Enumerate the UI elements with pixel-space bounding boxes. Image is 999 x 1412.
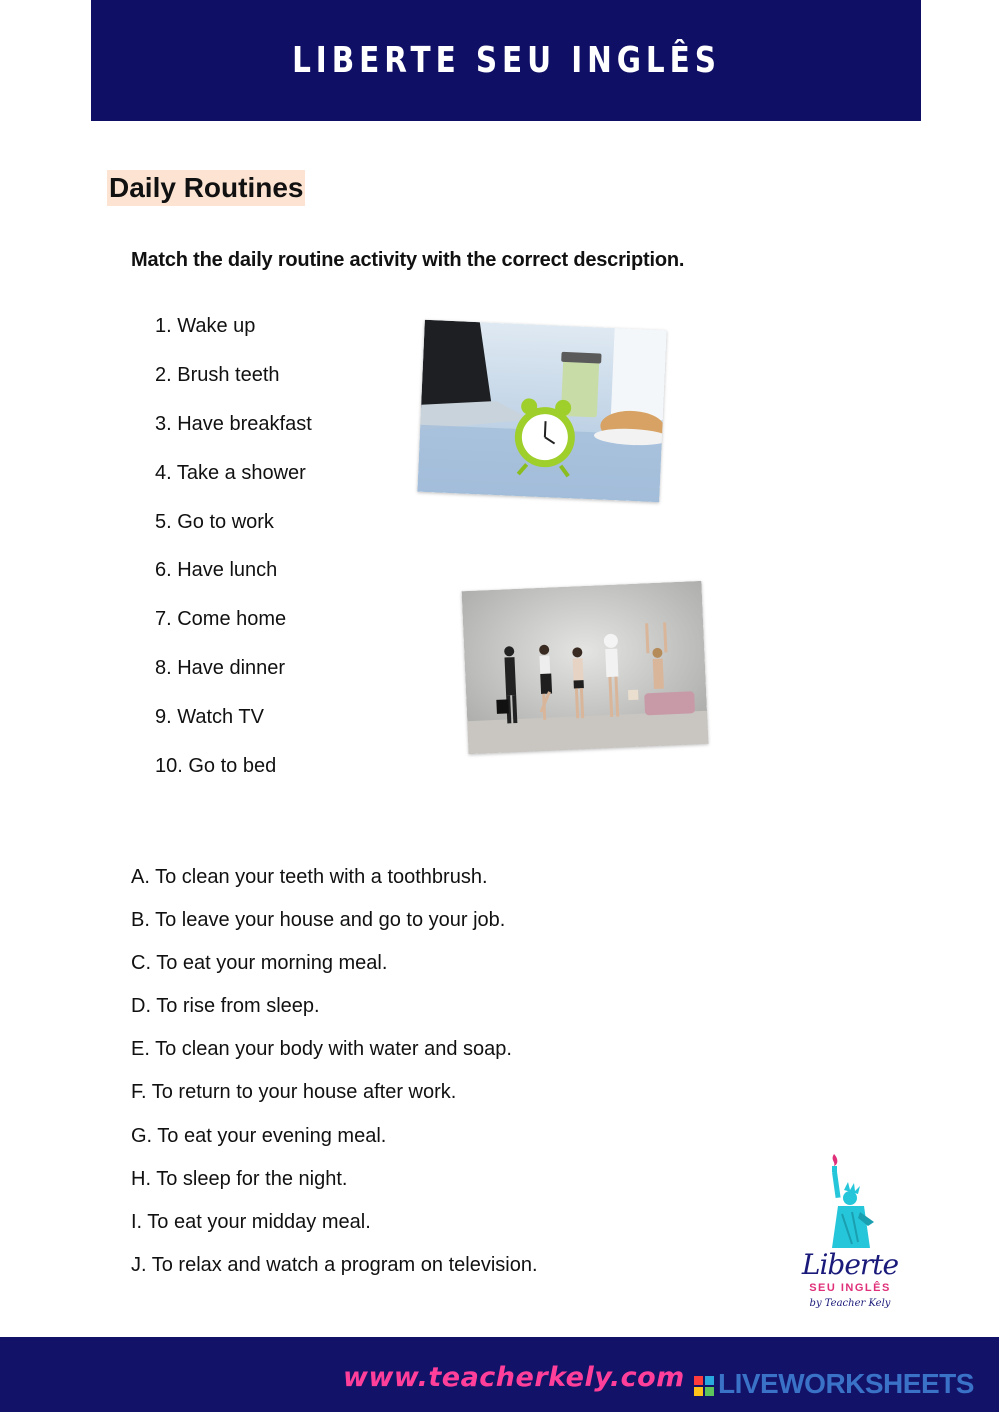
list-item: F. To return to your house after work. <box>131 1081 457 1104</box>
list-item: H. To sleep for the night. <box>131 1167 348 1190</box>
list-item: 7. Come home <box>155 608 287 631</box>
daily-routine-photo <box>462 581 709 754</box>
list-item: 3. Have breakfast <box>155 412 312 435</box>
header-title: LIBERTE SEU INGLÊS <box>291 40 721 81</box>
list-item: I. To eat your midday meal. <box>131 1210 371 1233</box>
liveworksheets-icon <box>694 1376 714 1396</box>
list-item: G. To eat your evening meal. <box>131 1124 387 1147</box>
statue-of-liberty-icon <box>812 1152 882 1252</box>
header-banner <box>91 0 921 121</box>
activity-list <box>155 311 312 800</box>
list-item: B. To leave your house and go to your job. <box>131 909 506 932</box>
footer-url-link[interactable]: www.teacherkely.com <box>343 1362 685 1393</box>
list-item: 8. Have dinner <box>155 657 286 680</box>
logo-byline: by Teacher Kely <box>809 1298 891 1309</box>
list-item: 9. Watch TV <box>155 706 264 729</box>
liveworksheets-brand[interactable]: LIVEWORKSHEETS <box>718 1368 974 1399</box>
alarm-clock-photo <box>417 320 666 502</box>
list-item: 10. Go to bed <box>155 755 277 778</box>
list-item: 2. Brush teeth <box>155 363 280 386</box>
list-item: J. To relax and watch a program on television. <box>131 1253 538 1276</box>
list-item: A. To clean your teeth with a toothbrush. <box>131 866 488 888</box>
liberte-logo <box>795 1152 905 1317</box>
instruction: Match the daily routine activity with the correct description. <box>131 249 685 271</box>
list-item: D. To rise from sleep. <box>131 995 320 1018</box>
logo-word: Liberte <box>801 1248 899 1281</box>
logo-subtitle: SEU INGLÊS <box>809 1282 891 1294</box>
list-item: 1. Wake up <box>155 315 256 337</box>
page-title: Daily Routines <box>107 170 305 206</box>
list-item: 4. Take a shower <box>155 461 306 484</box>
list-item: 6. Have lunch <box>155 559 278 582</box>
list-item: C. To eat your morning meal. <box>131 952 388 975</box>
description-list <box>131 862 538 1293</box>
list-item: 5. Go to work <box>155 510 274 533</box>
list-item: E. To clean your body with water and soap. <box>131 1038 512 1061</box>
